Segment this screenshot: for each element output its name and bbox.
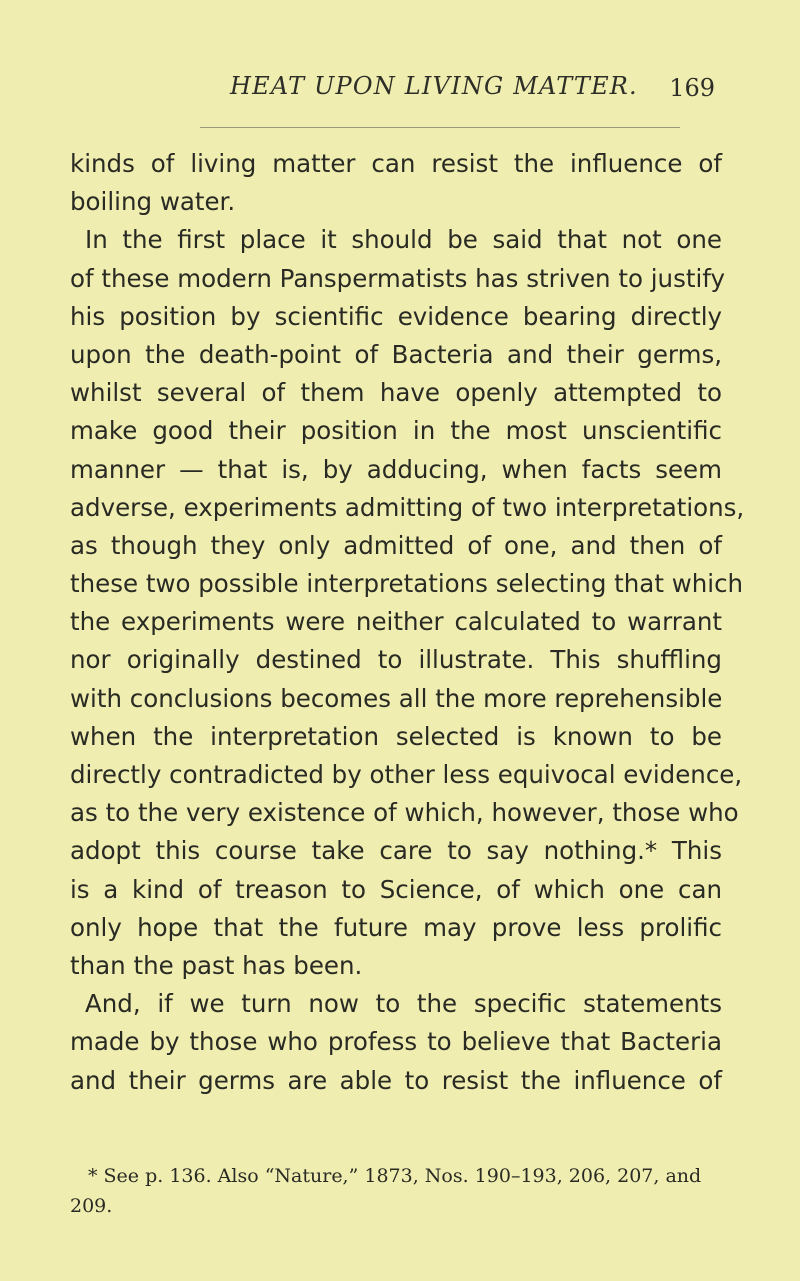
text-line: his position by scientific evidence bearing directly — [70, 301, 722, 331]
header-rule — [200, 127, 680, 128]
text-line: is a kind of treason to Science, of which one can — [70, 874, 722, 904]
text-line: adopt this course take care to say nothing.* This — [70, 836, 722, 866]
text-line: kinds of living matter can resist the influence of — [70, 149, 722, 178]
text-line: these two possible interpretations selecting that which — [70, 569, 744, 599]
text-line: upon the death-point of Bacteria and their germs, — [70, 339, 722, 369]
text-line: nor originally destined to illustrate. This shuffling — [70, 645, 722, 675]
page-header — [70, 72, 715, 112]
text-line: directly contradicted by other less equivocal evidence, — [70, 760, 743, 789]
footnote-line: * See p. 136. Also “Nature,” 1873, Nos. 190–193, 206, 207, and — [88, 1165, 702, 1187]
text-line: And, if we turn now to the specific statements — [85, 989, 722, 1019]
text-line: with conclusions becomes all the more reprehensible — [70, 683, 723, 713]
text-line: manner — that is, by adducing, when facts seem — [70, 454, 722, 484]
text-line: of these modern Panspermatists has striven to justify — [70, 263, 725, 293]
text-line: when the interpretation selected is known to be — [70, 721, 722, 751]
text-line: boiling water. — [70, 187, 236, 217]
body-text — [70, 145, 745, 1100]
text-line: make good their position in the most unscientific — [70, 416, 722, 446]
text-line: and their germs are able to resist the influence of — [70, 1065, 722, 1095]
page-number: 169 — [669, 74, 715, 102]
text-line: the experiments were neither calculated to warrant — [70, 607, 722, 637]
text-line: than the past has been. — [70, 950, 363, 980]
footnote — [70, 1161, 722, 1221]
text-line: made by those who profess to believe that Bacteria — [70, 1027, 722, 1057]
text-line: as to the very existence of which, however, those who — [70, 798, 739, 828]
text-line: as though they only admitted of one, and then of — [70, 530, 722, 560]
text-line: whilst several of them have openly attempted to — [70, 378, 722, 408]
text-line: only hope that the future may prove less prolific — [70, 912, 722, 942]
footnote-line: 209. — [70, 1195, 113, 1217]
text-line: In the first place it should be said that not one — [85, 225, 722, 255]
text-line: adverse, experiments admitting of two interpretations, — [70, 492, 745, 522]
running-title: HEAT UPON LIVING MATTER. — [230, 72, 638, 100]
